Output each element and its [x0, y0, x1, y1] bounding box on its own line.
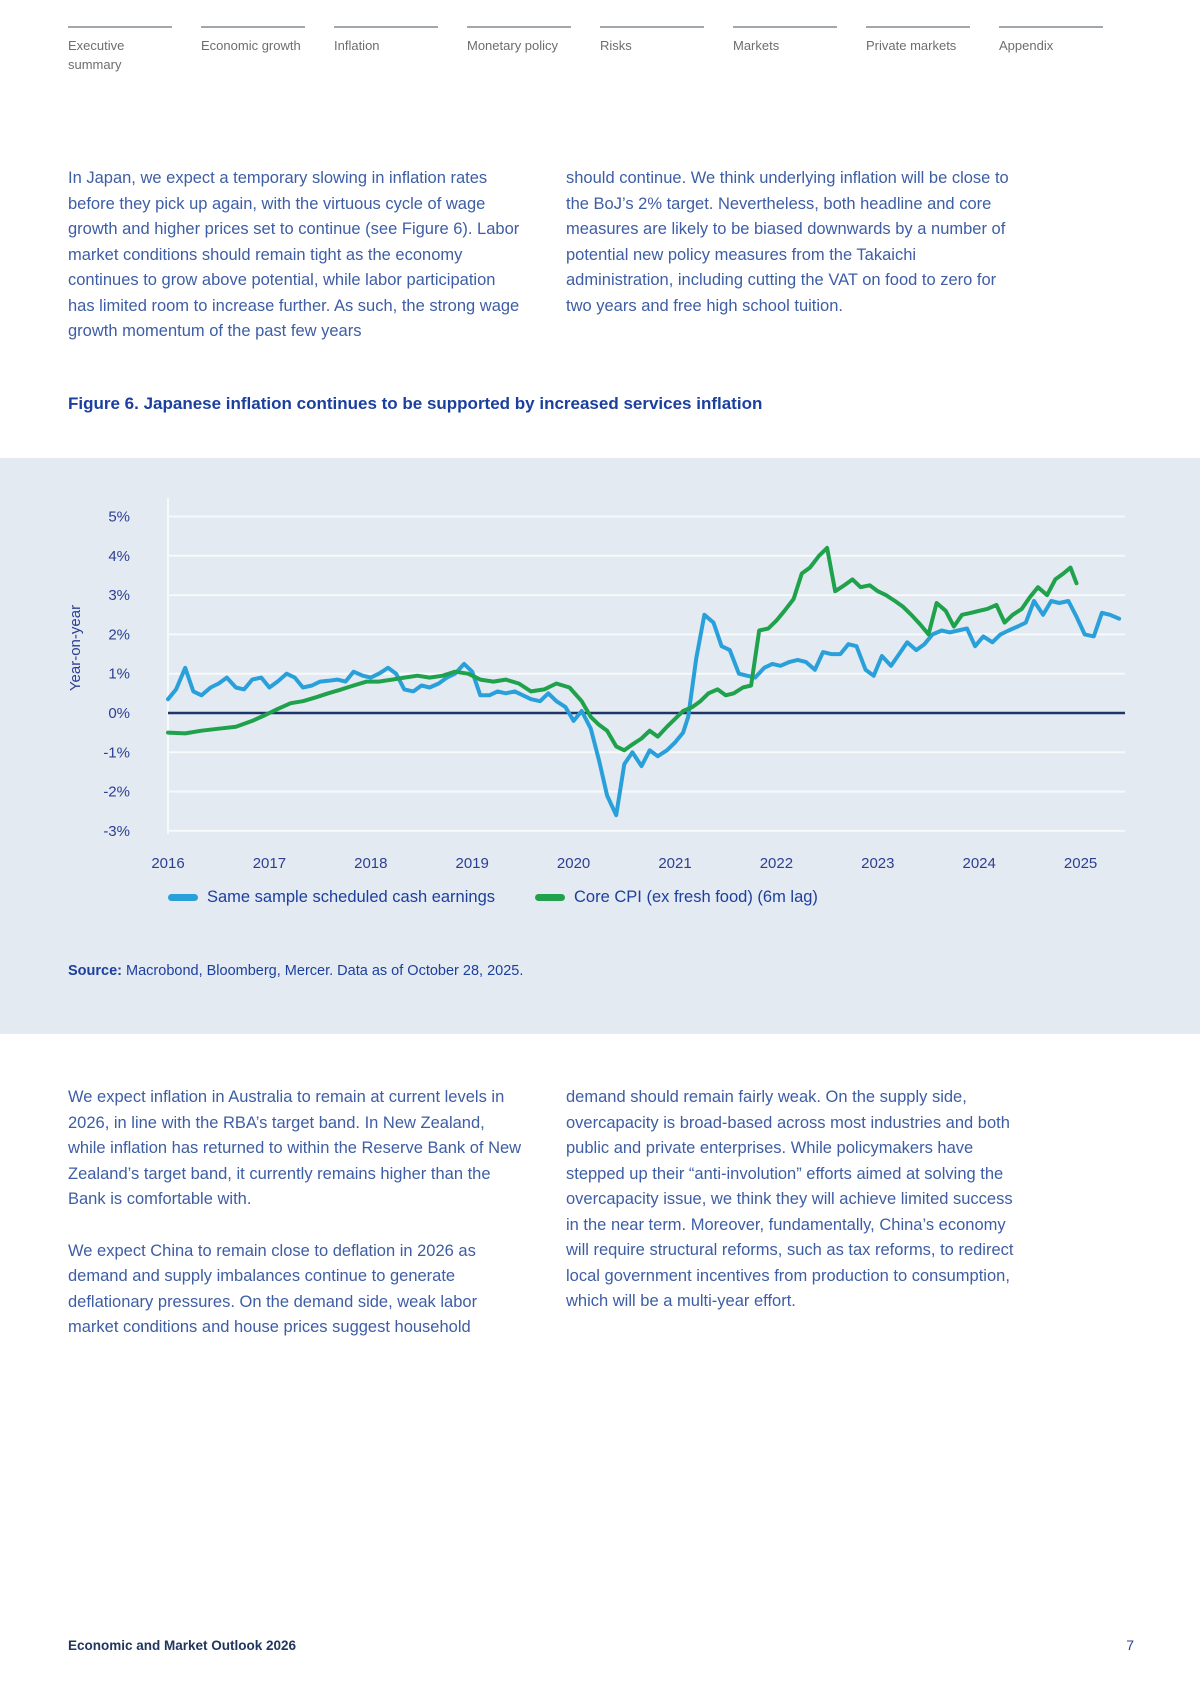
body-column-right [566, 1085, 1022, 1367]
x-tick-label: 2019 [455, 855, 489, 872]
y-tick-label: 4% [108, 547, 130, 565]
x-tick-label: 2025 [1063, 855, 1098, 872]
x-tick-label: 2022 [759, 855, 794, 872]
source-text: Macrobond, Bloomberg, Mercer. Data as of October 28, 2025. [122, 963, 524, 979]
intro-paragraph-right: should continue. We think underlying inflation will be close to the BoJ’s 2% target. Nevertheless, both headline and core measures are likely to be biased downwards by a number of potential new policy measures from the Takaichi administration, including cutting the VAT on food to zero for two years and free high school tuition. [566, 169, 1009, 315]
nav-item-executive-summary[interactable]: Executive summary [68, 26, 172, 75]
body-column-left [68, 1085, 524, 1367]
series-line-cash-earnings [168, 601, 1119, 815]
y-tick-label: 3% [108, 587, 130, 605]
body-paragraph-china-continued: demand should remain fairly weak. On the supply side, overcapacity is broad-based across most industries and both public and private enterprises. While policymakers have stepped up their “anti-involution” efforts aimed at solving the overcapacity issue, we think they will achieve limited success in the near term. Moreover, fundamentally, China’s economy will require structural reforms, such as tax reforms, to redirect local government incentives from production to consumption, which will be a multi-year effort. [566, 1088, 1014, 1310]
y-tick-label: -2% [103, 783, 130, 801]
line-chart [0, 458, 1200, 878]
intro-column-right [566, 166, 1022, 371]
intro-text [68, 166, 1022, 371]
x-tick-label: 2018 [354, 855, 388, 872]
footer-report-title: Economic and Market Outlook 2026 [68, 1638, 297, 1653]
x-tick-label: 2024 [962, 855, 996, 872]
x-tick-label: 2020 [556, 855, 591, 872]
intro-paragraph-left: In Japan, we expect a temporary slowing in inflation rates before they pick up again, with the virtuous cycle of wage growth and higher prices set to continue (see Figure 6). Labor market conditions should remain tight as the economy continues to grow above potential, while labor participation has limited room to increase further. As such, the strong wage growth momentum of the past few years [68, 169, 520, 340]
x-tick-label: 2017 [252, 855, 287, 872]
body-text [68, 1085, 1022, 1367]
legend-dash-icon [535, 894, 565, 901]
x-tick-label: 2023 [861, 855, 895, 872]
figure-chart-panel [0, 458, 1200, 1034]
top-nav [68, 26, 1103, 75]
x-tick-label: 2021 [658, 855, 692, 872]
legend-dash-icon [168, 894, 198, 901]
series-line-core-cpi [168, 548, 1077, 750]
y-tick-label: 2% [108, 626, 130, 644]
nav-item-monetary-policy[interactable]: Monetary policy [467, 26, 571, 75]
body-paragraph-china-start: We expect China to remain close to deflation in 2026 as demand and supply imbalances continue to generate deflationary pressures. On the demand side, weak labor market conditions and house prices suggest household [68, 1241, 478, 1336]
y-tick-label: 1% [108, 665, 130, 683]
y-tick-label: -1% [103, 744, 130, 762]
legend-item-cash-earnings [168, 888, 495, 907]
legend-label: Core CPI (ex fresh food) (6m lag) [574, 888, 818, 906]
y-tick-label: 0% [108, 705, 130, 722]
nav-item-markets[interactable]: Markets [733, 26, 837, 75]
y-axis-title: Year-on-year [67, 604, 84, 692]
footer-page-number: 7 [1126, 1637, 1134, 1653]
figure-title: Figure 6. Japanese inflation continues to be supported by increased services inflation [68, 394, 763, 413]
nav-item-risks[interactable]: Risks [600, 26, 704, 75]
legend-label: Same sample scheduled cash earnings [207, 888, 496, 906]
source-line [68, 963, 523, 979]
y-tick-label: 5% [108, 508, 130, 526]
y-tick-label: -3% [103, 822, 130, 840]
legend-item-core-cpi [535, 888, 818, 907]
body-paragraph-australia-nz: We expect inflation in Australia to remain at current levels in 2026, in line with the RBA’s target band. In New Zealand, while inflation has returned to within the Reserve Bank of New Zealand’s target band, it currently remains higher than the Bank is comfortable with. [68, 1088, 522, 1208]
source-label: Source: [68, 963, 122, 979]
x-tick-label: 2016 [151, 855, 185, 872]
nav-item-appendix[interactable]: Appendix [999, 26, 1103, 75]
nav-item-private-markets[interactable]: Private markets [866, 26, 970, 75]
nav-item-economic-growth[interactable]: Economic growth [201, 26, 305, 75]
intro-column-left [68, 166, 524, 371]
nav-item-inflation[interactable]: Inflation [334, 26, 438, 75]
chart-legend [168, 888, 818, 907]
